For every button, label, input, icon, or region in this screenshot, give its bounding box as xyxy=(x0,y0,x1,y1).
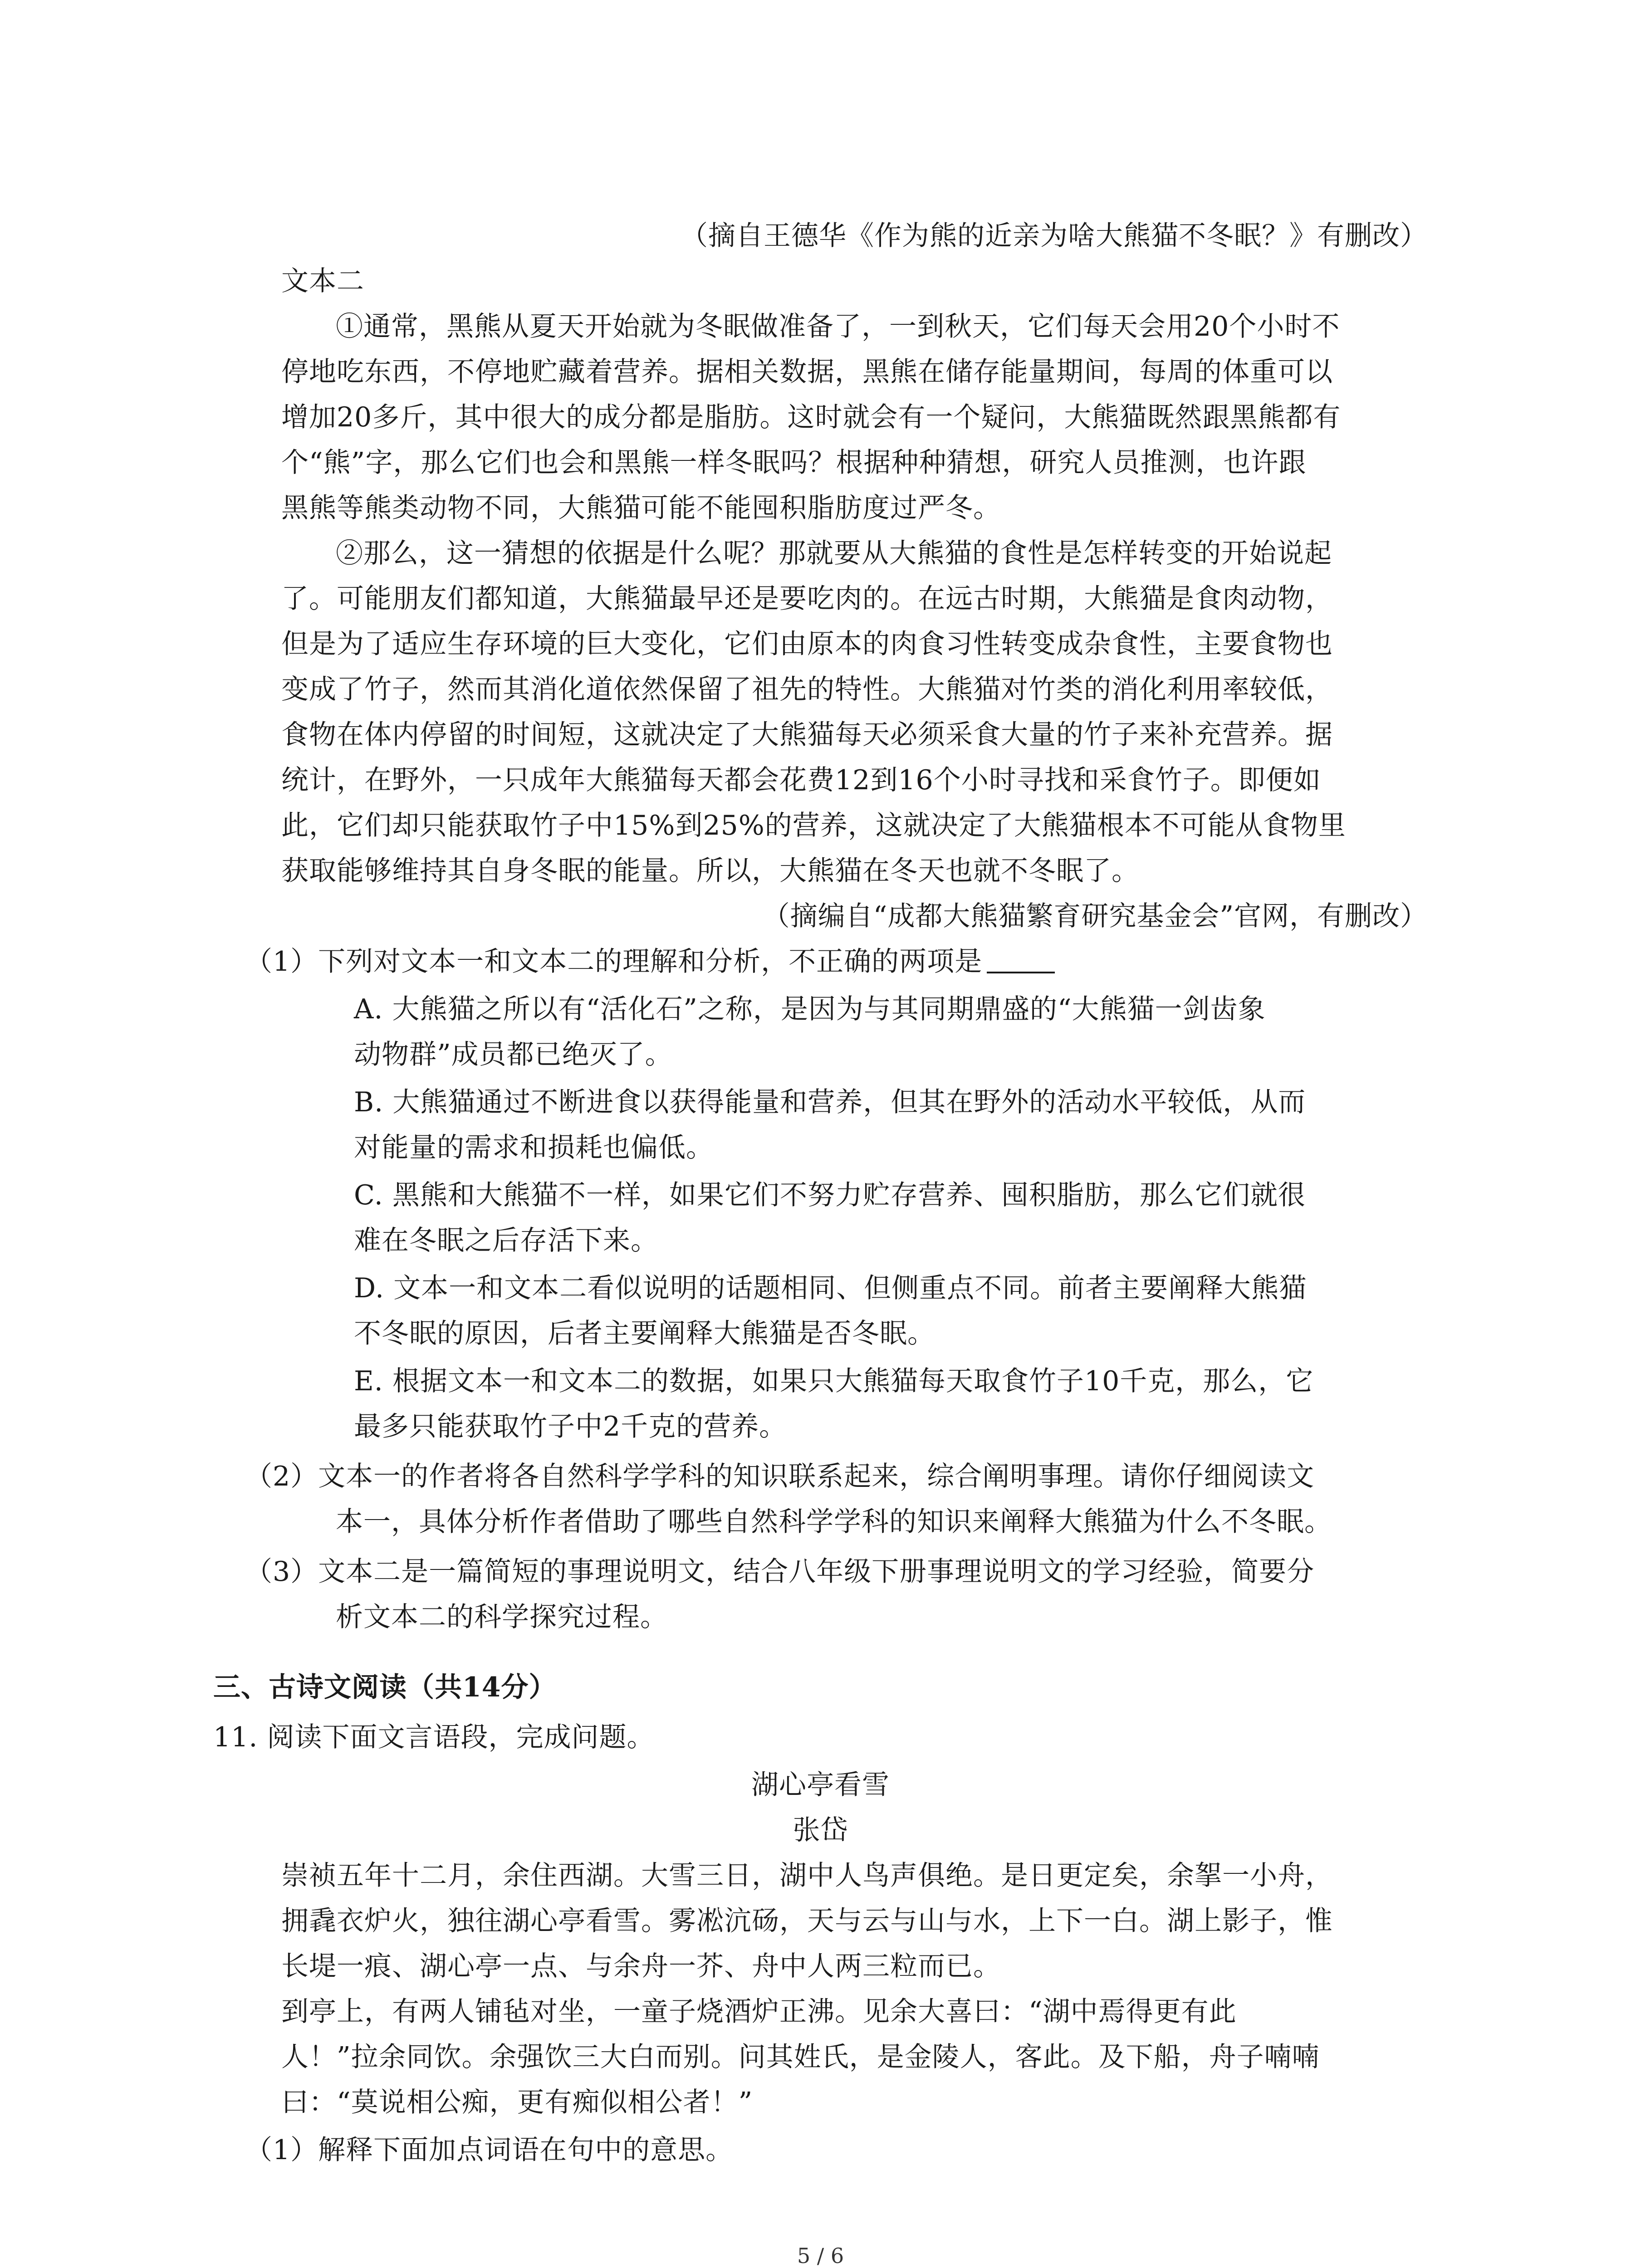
paragraph-2-line: 此，它们却只能获取竹子中15%到25%的营养，这就决定了大熊猫根本不可能从食物里 xyxy=(281,810,1346,841)
paragraph-1-line: 个“熊”字，那么它们也会和黑熊一样冬眠吗？根据种种猜想，研究人员推测，也许跟 xyxy=(281,447,1307,479)
source-citation-2: （摘编自“成都大熊猫繁育研究基金会”官网，有删改） xyxy=(762,900,1428,932)
question-1 xyxy=(245,946,1055,978)
paragraph-2-line: 食物在体内停留的时间短，这就决定了大熊猫每天必须采食大量的竹子来补充营养。据 xyxy=(281,719,1333,751)
question-2-line: 本一，具体分析作者借助了哪些自然科学学科的知识来阐释大熊猫为什么不冬眠。 xyxy=(336,1506,1332,1538)
paragraph-2-line: 获取能够维持其自身冬眠的能量。所以，大熊猫在冬天也就不冬眠了。 xyxy=(281,855,1139,887)
paragraph-2-line: ②那么，这一猜想的依据是什么呢？那就要从大熊猫的食性是怎样转变的开始说起 xyxy=(336,538,1332,569)
option-b-line: 对能量的需求和损耗也偏低。 xyxy=(354,1132,714,1163)
question-11-1: （1）解释下面加点词语在句中的意思。 xyxy=(245,2134,734,2166)
option-a-line: 动物群”成员都已绝灭了。 xyxy=(354,1039,673,1070)
page-number: 5 / 6 xyxy=(797,2244,844,2268)
paragraph-1-line: 增加20多斤，其中很大的成分都是脂肪。这时就会有一个疑问，大熊猫既然跟黑熊都有 xyxy=(281,401,1341,433)
poem-title: 湖心亭看雪 xyxy=(751,1769,890,1801)
option-e-line: E. 根据文本一和文本二的数据，如果只大熊猫每天取食竹子10千克，那么，它 xyxy=(354,1365,1314,1397)
classical-text-line: 拥毳衣炉火，独往湖心亭看雪。雾凇沆砀，天与云与山与水，上下一白。湖上影子，惟 xyxy=(281,1905,1333,1937)
option-d-line: 不冬眠的原因，后者主要阐释大熊猫是否冬眠。 xyxy=(354,1318,935,1349)
paragraph-2-line: 了。可能朋友们都知道，大熊猫最早还是要吃肉的。在远古时期，大熊猫是食肉动物， xyxy=(281,583,1333,615)
question-2-line: （2）文本一的作者将各自然科学学科的知识联系起来，综合阐明事理。请你仔细阅读文 xyxy=(245,1461,1315,1492)
text2-heading: 文本二 xyxy=(281,265,364,297)
paragraph-1-line: ①通常，黑熊从夏天开始就为冬眠做准备了，一到秋天，它们每天会用20个小时不 xyxy=(336,311,1340,342)
question-3-line: （3）文本二是一篇简短的事理说明文，结合八年级下册事理说明文的学习经验，简要分 xyxy=(245,1556,1315,1588)
classical-text-line: 人！”拉余同饮。余强饮三大白而别。问其姓氏，是金陵人，客此。及下船，舟子喃喃 xyxy=(281,2041,1320,2073)
question-3-line: 析文本二的科学探究过程。 xyxy=(336,1601,668,1633)
classical-text-line: 到亭上，有两人铺毡对坐，一童子烧酒炉正沸。见余大喜曰：“湖中焉得更有此 xyxy=(281,1996,1237,2028)
answer-blank[interactable] xyxy=(987,949,1055,973)
paragraph-1-line: 停地吃东西，不停地贮藏着营养。据相关数据，黑熊在储存能量期间，每周的体重可以 xyxy=(281,356,1333,388)
paragraph-2-line: 变成了竹子，然而其消化道依然保留了祖先的特性。大熊猫对竹类的消化利用率较低， xyxy=(281,674,1333,705)
paragraph-2-line: 统计，在野外，一只成年大熊猫每天都会花费12到16个小时寻找和采食竹子。即便如 xyxy=(281,764,1321,796)
classical-text-line: 崇祯五年十二月，余住西湖。大雪三日，湖中人鸟声俱绝。是日更定矣，余挐一小舟， xyxy=(281,1860,1333,1892)
classical-text-line: 长堤一痕、湖心亭一点、与余舟一芥、舟中人两三粒而已。 xyxy=(281,1950,1001,1982)
paragraph-2-line: 但是为了适应生存环境的巨大变化，它们由原本的肉食习性转变成杂食性，主要食物也 xyxy=(281,628,1333,660)
section-3-heading: 三、古诗文阅读（共14分） xyxy=(213,1672,557,1703)
poem-author: 张岱 xyxy=(793,1814,848,1846)
option-e-line: 最多只能获取竹子中2千克的营养。 xyxy=(354,1411,787,1442)
option-c-line: C. 黑熊和大熊猫不一样，如果它们不努力贮存营养、囤积脂肪，那么它们就很 xyxy=(354,1179,1306,1211)
option-c-line: 难在冬眠之后存活下来。 xyxy=(354,1225,658,1256)
source-citation-1: （摘自王德华《作为熊的近亲为啥大熊猫不冬眠？》有删改） xyxy=(681,220,1428,252)
option-b-line: B. 大熊猫通过不断进食以获得能量和营养，但其在野外的活动水平较低，从而 xyxy=(354,1086,1306,1118)
question-1-text: （1）下列对文本一和文本二的理解和分析，不正确的两项是 xyxy=(245,946,983,978)
question-11: 11. 阅读下面文言语段，完成问题。 xyxy=(213,1721,655,1753)
option-d-line: D. 文本一和文本二看似说明的话题相同、但侧重点不同。前者主要阐释大熊猫 xyxy=(354,1272,1307,1304)
classical-text-line: 曰：“莫说相公痴，更有痴似相公者！” xyxy=(281,2087,753,2118)
paragraph-1-line: 黑熊等熊类动物不同，大熊猫可能不能囤积脂肪度过严冬。 xyxy=(281,492,1001,524)
option-a-line: A. 大熊猫之所以有“活化石”之称，是因为与其同期鼎盛的“大熊猫一剑齿象 xyxy=(354,993,1266,1025)
